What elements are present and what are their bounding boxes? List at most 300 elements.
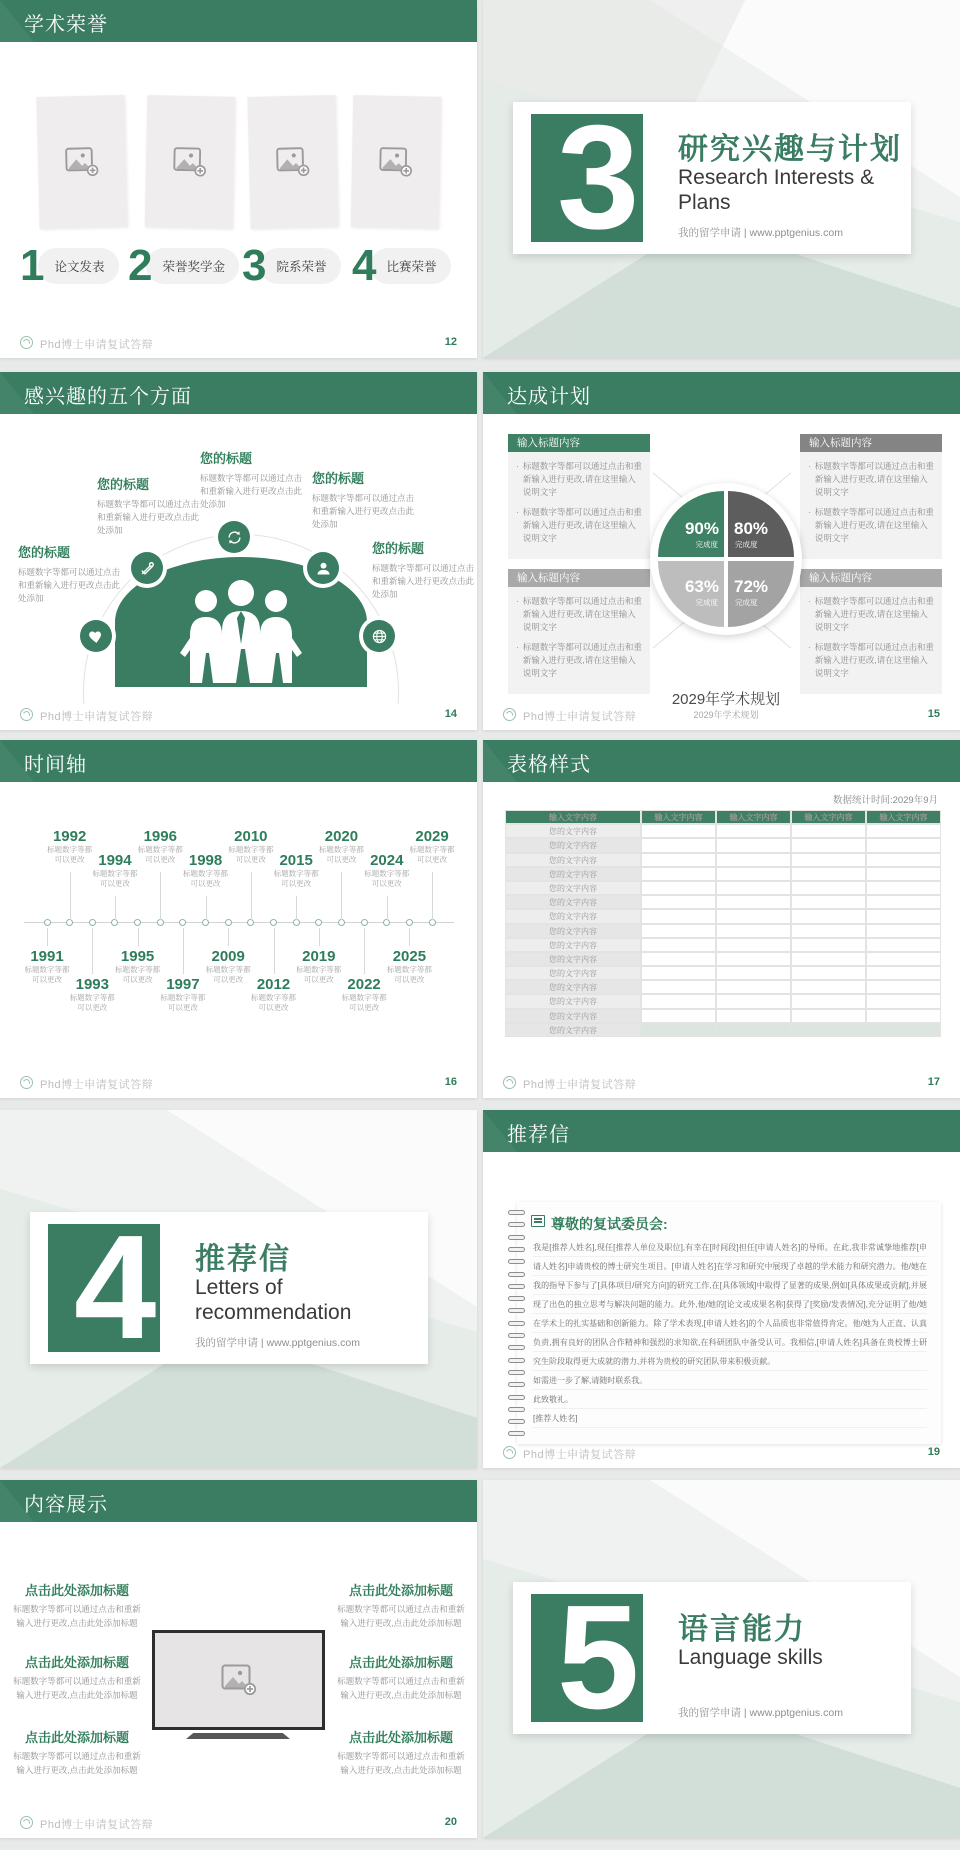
table-cell	[716, 853, 791, 867]
tv-placeholder	[152, 1630, 325, 1730]
image-placeholder-icon	[173, 147, 208, 178]
honor-label: 院系荣誉	[260, 248, 340, 284]
aspect-block	[97, 474, 199, 538]
table-cell	[791, 1009, 866, 1023]
page-number: 20	[444, 1816, 457, 1828]
timeline-caption: 标题数字等都	[409, 845, 455, 854]
timeline-stem	[319, 928, 320, 946]
honor-item-1	[20, 241, 119, 290]
table-row	[505, 895, 941, 909]
slide-divider-3-research-interests[interactable]	[483, 0, 960, 358]
table-cell: 您的文字内容	[505, 994, 641, 1008]
tools-icon	[131, 552, 163, 584]
display-heading: 点击此处添加标题	[24, 1730, 129, 1745]
slide-footer	[0, 1812, 477, 1838]
spiral-ring	[508, 1259, 525, 1264]
slide-16-timeline[interactable]	[0, 740, 477, 1098]
page-number: 15	[927, 708, 940, 720]
slide-title: 内容展示	[24, 1494, 108, 1516]
slide-title-bar	[483, 372, 960, 414]
aspect-heading: 您的标题	[200, 451, 253, 466]
brand-logo-icon	[503, 1076, 516, 1089]
completion-label: 完成度	[695, 540, 718, 549]
spiral-ring	[508, 1235, 525, 1240]
table-cell	[716, 1023, 791, 1037]
image-placeholder-icon	[379, 147, 414, 178]
completion-label: 完成度	[695, 598, 718, 607]
completion-percent: 80%	[734, 519, 769, 538]
table-cell	[716, 994, 791, 1008]
slide-footer	[0, 332, 477, 358]
timeline-year: 2010	[234, 828, 268, 845]
timeline-caption: 可以更改	[145, 854, 176, 864]
table-cell	[866, 895, 941, 909]
table-header-cell: 输入文字内容	[505, 810, 641, 824]
table-cell: 您的文字内容	[505, 867, 641, 881]
spiral-ring	[508, 1333, 525, 1338]
timeline-caption: 可以更改	[99, 878, 130, 888]
table-cell	[791, 938, 866, 952]
timeline-caption: 标题数字等都	[92, 869, 138, 878]
table-cell	[791, 1023, 866, 1037]
timeline-caption: 可以更改	[77, 1002, 108, 1012]
footer-brand: Phd博士申请复试答辩	[40, 711, 154, 723]
timeline-stem	[47, 928, 48, 946]
aspect-heading: 您的标题	[97, 477, 150, 492]
spiral-ring	[508, 1382, 525, 1387]
table-cell	[791, 838, 866, 852]
table-cell	[791, 980, 866, 994]
footer-brand: Phd博士申请复试答辩	[523, 711, 637, 723]
honor-label: 比赛荣誉	[370, 248, 450, 284]
section-banner	[513, 1582, 911, 1734]
section-number: 3	[557, 114, 640, 242]
slide-divider-5-language[interactable]	[483, 1480, 960, 1838]
slide-title-bar	[0, 0, 477, 42]
pie-quadrant	[658, 491, 724, 557]
timeline-caption: 可以更改	[303, 974, 334, 984]
panel-bullet: · 标题数字等都可以通过点击和重新输入进行更改,请在这里输入说明文字	[516, 641, 642, 678]
table-cell	[791, 966, 866, 980]
table-cell	[641, 980, 716, 994]
table-header-row	[505, 810, 941, 824]
table-cell	[866, 980, 941, 994]
slide-divider-4-recommendation[interactable]	[0, 1110, 477, 1468]
timeline-stem	[274, 928, 275, 974]
pie-quadrant	[728, 561, 794, 627]
timeline-caption: 可以更改	[54, 854, 85, 864]
slide-footer	[483, 704, 960, 730]
timeline-caption: 标题数字等都	[205, 965, 251, 974]
plan-panel	[508, 434, 650, 559]
spiral-ring	[508, 1395, 525, 1400]
table-cell	[716, 824, 791, 838]
pie-quadrant	[728, 491, 794, 557]
table-cell	[716, 867, 791, 881]
timeline-year: 1991	[30, 948, 64, 965]
timeline-caption: 可以更改	[281, 878, 312, 888]
panel-header: 输入标题内容	[508, 434, 650, 452]
page-number: 14	[444, 708, 457, 720]
table-cell	[641, 994, 716, 1008]
table-cell	[716, 980, 791, 994]
table-header-cell: 输入文字内容	[791, 810, 866, 824]
spiral-ring	[508, 1284, 525, 1289]
table-cell	[641, 1023, 716, 1037]
aspect-body: 标题数字等都可以通过点击和重新输入进行更改点击此处添加	[312, 493, 415, 530]
section-tagline: 我的留学申请 | www.pptgenius.com	[678, 227, 843, 239]
timeline-stem	[160, 872, 161, 920]
timeline-year: 2025	[392, 948, 427, 965]
timeline-dot	[361, 919, 368, 926]
table-cell	[866, 824, 941, 838]
table-cell: 您的文字内容	[505, 1023, 641, 1037]
table-cell: 您的文字内容	[505, 938, 641, 952]
table-cell	[866, 881, 941, 895]
table-cell	[641, 966, 716, 980]
table-cell	[716, 924, 791, 938]
timeline-year: 2012	[256, 976, 291, 993]
timeline-caption: 标题数字等都	[273, 869, 319, 878]
section-number-block	[531, 1594, 643, 1722]
timeline-caption: 标题数字等都	[296, 965, 342, 974]
slide-15-plans[interactable]	[483, 372, 960, 730]
timeline-year: 2019	[302, 948, 336, 965]
section-subtitle: Letters of recommendation	[195, 1276, 352, 1324]
display-body: 标题数字等都可以通过点击和重新输入进行更改,点击此处添加标题	[337, 1751, 465, 1775]
table-cell	[716, 938, 791, 952]
panel-header: 输入标题内容	[800, 569, 942, 587]
timeline-year: 1998	[188, 852, 223, 869]
completion-label: 完成度	[735, 540, 758, 549]
completion-percent: 90%	[684, 519, 719, 538]
table-cell: 您的文字内容	[505, 980, 641, 994]
letter-paper	[517, 1202, 941, 1444]
slide-17-table[interactable]	[483, 740, 960, 1098]
photo-placeholder-card	[145, 95, 236, 229]
honor-number: 1	[20, 241, 45, 290]
photo-placeholder-card	[247, 95, 338, 229]
panel-bullet: · 标题数字等都可以通过点击和重新输入进行更改,请在这里输入说明文字	[808, 641, 934, 678]
table-cell	[791, 909, 866, 923]
timeline-stem	[70, 872, 71, 920]
table-row	[505, 980, 941, 994]
slide-title: 感兴趣的五个方面	[24, 386, 192, 408]
timeline-stem	[432, 872, 433, 920]
completion-pie	[658, 491, 794, 627]
panel-body	[508, 452, 650, 559]
timeline-caption: 可以更改	[326, 854, 357, 864]
table-cell: 您的文字内容	[505, 952, 641, 966]
table-row	[505, 824, 941, 838]
timeline-dot	[89, 919, 96, 926]
timeline-dot	[225, 919, 232, 926]
footer-brand: Phd博士申请复试答辩	[523, 1079, 637, 1091]
table-cell	[866, 966, 941, 980]
section-title: 研究兴趣与计划	[678, 133, 902, 166]
spiral-ring	[508, 1370, 525, 1375]
timeline-stem	[364, 928, 365, 974]
slide-20-content-display[interactable]	[0, 1480, 477, 1838]
table-row	[505, 853, 941, 867]
brand-logo-icon	[20, 708, 33, 721]
panel-bullet: · 标题数字等都可以通过点击和重新输入进行更改,请在这里输入说明文字	[808, 461, 934, 498]
panel-header: 输入标题内容	[508, 569, 650, 587]
heart-icon	[80, 620, 112, 652]
timeline-year: 2024	[370, 852, 404, 869]
timeline-year: 1992	[52, 828, 87, 845]
timeline-caption: 可以更改	[190, 878, 221, 888]
table-cell: 您的文字内容	[505, 881, 641, 895]
footer-brand: Phd博士申请复试答辩	[523, 1449, 637, 1461]
table-row	[505, 924, 941, 938]
page-number: 17	[927, 1076, 940, 1088]
table-cell: 您的文字内容	[505, 924, 641, 938]
timeline-stem	[92, 928, 93, 974]
aspect-block	[312, 468, 414, 532]
panel-header: 输入标题内容	[800, 434, 942, 452]
table-row	[505, 909, 941, 923]
timeline-stem	[183, 928, 184, 974]
spiral-ring	[508, 1419, 525, 1424]
table-cell	[791, 924, 866, 938]
honor-label: 荣誉奖学金	[146, 248, 239, 284]
timeline-year: 1997	[166, 976, 200, 993]
table-cell	[716, 838, 791, 852]
slide-title: 表格样式	[507, 754, 591, 776]
table-cell	[791, 853, 866, 867]
timeline-caption: 标题数字等都	[386, 965, 432, 974]
table-row	[505, 1009, 941, 1023]
table-cell: 您的文字内容	[505, 1009, 641, 1023]
table-row	[505, 952, 941, 966]
plan-panel	[800, 434, 942, 559]
timeline-stem	[206, 896, 207, 920]
honor-item-2	[128, 241, 239, 290]
table-cell	[791, 952, 866, 966]
slide-12-academic-honors[interactable]	[0, 0, 477, 358]
globe-icon	[363, 620, 395, 652]
table-row	[505, 994, 941, 1008]
slide-title-bar	[0, 1480, 477, 1522]
brand-logo-icon	[503, 708, 516, 721]
aspect-body: 标题数字等都可以通过点击和重新输入进行更改点击此处添加	[18, 567, 121, 604]
timeline-stem	[251, 872, 252, 920]
display-heading: 点击此处添加标题	[348, 1655, 453, 1670]
spiral-ring	[508, 1308, 525, 1313]
table-row	[505, 966, 941, 980]
timeline-caption: 标题数字等都	[160, 993, 206, 1002]
timeline-caption: 可以更改	[394, 974, 425, 984]
slide-title-bar	[0, 372, 477, 414]
timeline-event	[379, 948, 439, 984]
slide-footer	[0, 704, 477, 730]
table-cell	[641, 938, 716, 952]
timeline-year: 2015	[279, 852, 313, 869]
spiral-ring	[508, 1247, 525, 1252]
plan-caption: 2029年学术规划	[671, 691, 781, 708]
table-cell	[641, 909, 716, 923]
table-cell	[716, 881, 791, 895]
section-subtitle: Language skills	[678, 1646, 823, 1669]
table-cell: 您的文字内容	[505, 853, 641, 867]
section-number: 5	[557, 1594, 640, 1722]
timeline-dot	[406, 919, 413, 926]
display-block	[334, 1727, 468, 1777]
table-cell	[641, 824, 716, 838]
timeline-caption: 标题数字等都	[137, 845, 183, 854]
section-tagline: 我的留学申请 | www.pptgenius.com	[678, 1707, 843, 1719]
table-cell	[641, 895, 716, 909]
timeline-caption: 可以更改	[371, 878, 402, 888]
timeline-caption: 可以更改	[235, 854, 266, 864]
timeline-caption: 可以更改	[417, 854, 448, 864]
timeline-stem	[341, 872, 342, 920]
footer-brand: Phd博士申请复试答辩	[40, 339, 154, 351]
display-heading: 点击此处添加标题	[348, 1730, 453, 1745]
plan-panel	[800, 569, 942, 694]
table-cell	[866, 1023, 941, 1037]
table-cell	[791, 994, 866, 1008]
timeline-caption: 标题数字等都	[24, 965, 70, 974]
table-cell	[641, 853, 716, 867]
timeline-year: 1996	[143, 828, 177, 845]
aspect-heading: 您的标题	[312, 471, 365, 486]
honor-number: 2	[128, 241, 153, 290]
timeline-stem	[296, 896, 297, 920]
timeline-caption: 可以更改	[167, 1002, 198, 1012]
panel-bullet: · 标题数字等都可以通过点击和重新输入进行更改,请在这里输入说明文字	[516, 506, 642, 543]
aspect-body: 标题数字等都可以通过点击和重新输入进行更改点击此处添加	[200, 473, 303, 510]
display-block	[10, 1580, 144, 1630]
table-cell	[641, 924, 716, 938]
timeline-dot	[134, 919, 141, 926]
spiral-ring	[508, 1431, 525, 1436]
table-cell	[866, 924, 941, 938]
letter-salutation: 尊敬的复试委员会:	[551, 1216, 668, 1232]
section-subtitle: Research Interests & Plans	[678, 166, 875, 214]
timeline-year: 2022	[347, 976, 381, 993]
section-number-block	[531, 114, 643, 242]
timeline-dot	[315, 919, 322, 926]
photo-placeholder-card	[36, 95, 127, 229]
timeline-dot	[179, 919, 186, 926]
timeline-stem	[138, 928, 139, 946]
completion-percent: 63%	[684, 577, 719, 596]
slide-footer	[483, 1072, 960, 1098]
honor-item-4	[352, 241, 451, 290]
slide-title: 推荐信	[507, 1124, 570, 1146]
brand-logo-icon	[20, 336, 33, 349]
tv-stand	[186, 1733, 290, 1739]
table-cell: 您的文字内容	[505, 966, 641, 980]
table-cell: 您的文字内容	[505, 909, 641, 923]
display-block	[334, 1652, 468, 1702]
table-cell	[641, 881, 716, 895]
data-table	[505, 810, 941, 1037]
slide-footer	[0, 1072, 477, 1098]
table-cell: 您的文字内容	[505, 895, 641, 909]
display-body: 标题数字等都可以通过点击和重新输入进行更改,点击此处添加标题	[13, 1604, 141, 1628]
timeline-caption: 标题数字等都	[183, 869, 229, 878]
timeline-stem	[115, 896, 116, 920]
timeline-caption: 可以更改	[213, 974, 244, 984]
table-header-cell: 输入文字内容	[641, 810, 716, 824]
spiral-ring	[508, 1210, 525, 1215]
slide-title: 学术荣誉	[24, 14, 108, 36]
timeline-stem	[387, 896, 388, 920]
timeline-year: 1993	[75, 976, 109, 993]
table-cell	[716, 966, 791, 980]
table-cell	[716, 952, 791, 966]
timeline-caption: 标题数字等都	[47, 845, 93, 854]
spiral-ring	[508, 1272, 525, 1277]
timeline-caption: 标题数字等都	[69, 993, 115, 1002]
slide-title: 时间轴	[24, 754, 87, 776]
letter-signature: [推荐人姓名]	[533, 1414, 578, 1423]
slide-14-five-aspects[interactable]	[0, 372, 477, 730]
table-cell	[791, 824, 866, 838]
table-cell	[791, 895, 866, 909]
section-number: 4	[74, 1224, 157, 1352]
section-title: 推荐信	[195, 1243, 291, 1276]
footer-brand: Phd博士申请复试答辩	[40, 1079, 154, 1091]
table-cell	[641, 838, 716, 852]
display-block	[334, 1580, 468, 1630]
table-cell	[641, 867, 716, 881]
pie-quadrant	[658, 561, 724, 627]
completion-label: 完成度	[735, 598, 758, 607]
timeline-caption: 可以更改	[122, 974, 153, 984]
image-placeholder-icon	[65, 147, 100, 178]
table-cell	[866, 867, 941, 881]
table-cell	[866, 994, 941, 1008]
letter-body: 我是[推荐人姓名],现任[推荐人单位及职位],有幸在[时间段]担任[申请人姓名]的导师。在此,我非常诚挚地推荐[申请人姓名]申请贵校的博士研究生项目。[申请人姓名]在学习和研究中展现了卓越的学术能力和研究潜力。他/她在我的指导下参与了[具体项目/研究方向]的研究工作,在[具体领域]中取得了显著的成果,例如[具体成果或贡献],并展现了出色的独立思考与解决问题的能力。此外,他/她的[论文或成果名称]获得了[奖励/发表情况],充分证明了他/她在学术上的扎实基础和创新能力。除了学术表现,[申请人姓名]的个人品质也非常值得肯定。他/她为人正直、认真负责,拥有良好的团队合作精神和强烈的求知欲,在科研团队中备受认可。我相信,[申请人姓名]具备在贵校博士研究生阶段取得更大成就的潜力,并将为贵校的研究团队带来积极贡献。 如需进一步了解,请随时联系我。 此致敬礼。 [推荐人姓名]	[533, 1238, 927, 1428]
timeline-year: 2020	[324, 828, 359, 845]
page-number: 16	[444, 1076, 457, 1088]
display-heading: 点击此处添加标题	[24, 1583, 129, 1598]
table-cell	[716, 1009, 791, 1023]
timeline-year: 2009	[211, 948, 245, 965]
aspect-block	[200, 448, 302, 512]
timeline-year: 2029	[415, 828, 449, 845]
section-title: 语言能力	[678, 1613, 806, 1646]
timeline-caption: 标题数字等都	[341, 993, 387, 1002]
table-row	[505, 938, 941, 952]
table-cell	[716, 895, 791, 909]
slide-title-bar	[483, 1110, 960, 1152]
letter-regards: 此致敬礼。	[533, 1395, 573, 1404]
table-row	[505, 867, 941, 881]
table-row	[505, 881, 941, 895]
brand-logo-icon	[503, 1446, 516, 1459]
timeline-dot	[44, 919, 51, 926]
panel-bullet: · 标题数字等都可以通过点击和重新输入进行更改,请在这里输入说明文字	[516, 461, 642, 498]
table-cell: 您的文字内容	[505, 824, 641, 838]
display-body: 标题数字等都可以通过点击和重新输入进行更改,点击此处添加标题	[337, 1676, 465, 1700]
table-row	[505, 1023, 941, 1037]
timeline-caption: 标题数字等都	[115, 965, 161, 974]
table-header-cell: 输入文字内容	[866, 810, 941, 824]
table-cell	[641, 1009, 716, 1023]
panel-bullet: · 标题数字等都可以通过点击和重新输入进行更改,请在这里输入说明文字	[808, 506, 934, 543]
page-number: 19	[927, 1446, 940, 1458]
table-cell	[866, 952, 941, 966]
spiral-ring	[508, 1345, 525, 1350]
slide-19-letter[interactable]	[483, 1110, 960, 1468]
timeline-caption: 可以更改	[32, 974, 62, 984]
table-cell	[866, 1009, 941, 1023]
